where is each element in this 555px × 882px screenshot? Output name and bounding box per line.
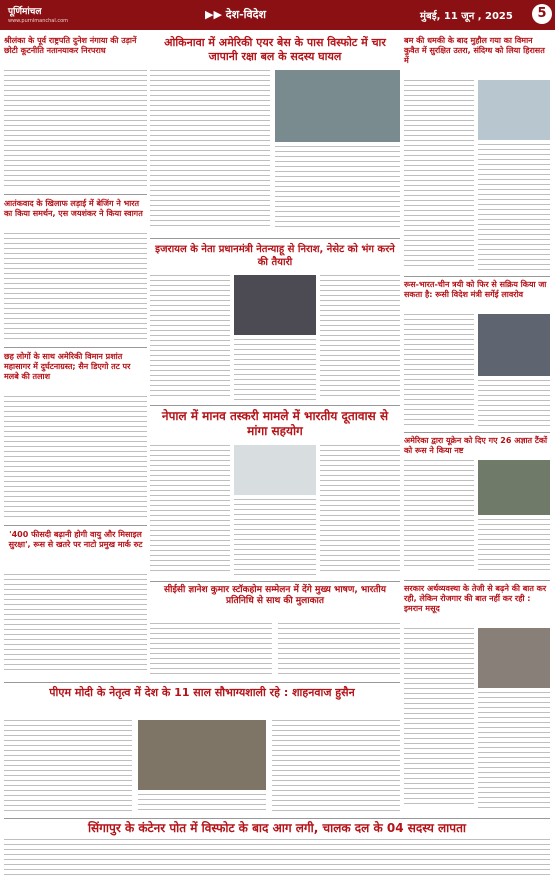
pm-headline: पीएम मोदी के नेतृत्व में देश के 11 साल सौभाग्यशाली रहे : शाहनवाज हुसैन: [49, 686, 355, 699]
masthead-website: www.purnimanchal.com: [8, 18, 69, 24]
body-text: [272, 720, 400, 812]
divider: [404, 432, 550, 433]
bottom-headline: सिंगापुर के कंटेनर पोत में विस्फोट के बाद आग लगी, चालक दल के 04 सदस्य लापता: [87, 821, 467, 835]
divider: [150, 581, 400, 582]
nepal-story: [150, 409, 400, 579]
mid-main-headline: इजरायल के नेता प्रधानमंत्री नेतन्याहू से निराश, नेसेट को भंग करने की तैयारी: [155, 244, 395, 268]
right-bottom-headline: सरकार अर्थव्यवस्था के तेजी से बढ़ने की बात कर रही, लेकिन रोजगार की बात नहीं कर रही : इमरान मसूद: [404, 584, 547, 613]
news-photo: [234, 275, 316, 335]
body-text: [478, 144, 550, 270]
divider: [4, 194, 147, 195]
right-low-headline: अमेरिका द्वारा यूक्रेन को दिए गए 26 अज्ञात टैंकों को रूस ने किया नष्ट: [404, 436, 548, 455]
body-text: [150, 445, 230, 575]
double-arrow-icon: ▶▶: [205, 8, 222, 21]
section-label: देश-विदेश: [225, 8, 266, 21]
body-text: [4, 574, 147, 674]
pm-story: [4, 686, 400, 816]
right-mid-headline: रूस-भारत-चीन त्रयी को फिर से सक्रिय किया जा सकता है: रूसी विदेश मंत्री सर्गेई लावरोव: [404, 280, 547, 299]
body-text: [404, 80, 474, 270]
left-column: [4, 36, 147, 676]
body-text: [234, 499, 316, 575]
right-bottom-story: [404, 584, 550, 814]
masthead: [0, 0, 555, 30]
left-headline-4: '400 फीसदी बढ़ानी होगी वायु और मिसाइल सुरक्षा', रूस से खतरे पर नाटो प्रमुख मार्क रुट: [8, 530, 143, 549]
body-text: [234, 339, 316, 400]
right-top-story: [404, 36, 550, 274]
top-main-headline: ओकिनावा में अमेरिकी एयर बेस के पास विस्फोट में चार जापानी रक्षा बल के सदस्य घायल: [164, 36, 386, 63]
body-text: [150, 623, 272, 678]
body-text: [275, 146, 400, 230]
right-mid-story: [404, 280, 550, 430]
body-text: [4, 720, 132, 812]
mid-main-story: [150, 243, 400, 403]
left-headline-3: छह लोगों के साथ अमेरिकी विमान प्रशांत महासागर में दुर्घटनाग्रस्त; सैन डिएगो तट पर मलबे की तलाश: [4, 352, 131, 381]
divider: [4, 347, 147, 348]
body-text: [404, 460, 474, 570]
bottom-story: [4, 821, 550, 879]
news-photo: [275, 70, 400, 142]
date-line: मुंबई, 11 जून , 2025: [420, 11, 513, 22]
right-low-story: [404, 436, 550, 576]
divider: [4, 682, 400, 683]
page-number: 5: [532, 4, 552, 24]
divider: [150, 405, 400, 406]
body-text: [4, 396, 147, 521]
body-text: [4, 233, 147, 343]
body-text: [320, 275, 400, 400]
cec-headline: सीईसी ज्ञानेश कुमार स्टॉकहोम सम्मेलन में देंगे मुख्य भाषण, भारतीय प्रतिनिधि से साथ की मुलाकात: [164, 585, 386, 606]
news-photo: [478, 628, 550, 688]
body-text: [320, 445, 400, 575]
divider: [4, 525, 147, 526]
body-text: [404, 628, 474, 808]
body-text: [150, 70, 270, 230]
left-headline-1: श्रीलंका के पूर्व राष्ट्रपति दुनेश नंगाया की उड़ानें छोटी कूटनीति नतानयाकर निरपराध: [4, 36, 137, 55]
news-photo: [478, 80, 550, 140]
body-text: [478, 380, 550, 426]
masthead-logo: पूर्णिमांचल: [8, 7, 42, 17]
cec-story: [150, 585, 400, 680]
body-text: [478, 519, 550, 570]
news-photo: [138, 720, 266, 790]
divider: [150, 238, 400, 239]
left-headline-2: आतंकवाद के खिलाफ लड़ाई में बेजिंग ने भारत का किया समर्थन, एस जयशंकर ने किया स्वागत: [4, 199, 143, 218]
body-text: [150, 275, 230, 400]
divider: [404, 276, 550, 277]
top-main-story: [150, 36, 400, 236]
news-photo: [478, 314, 550, 376]
body-text: [404, 314, 474, 426]
body-text: [278, 623, 400, 678]
body-text: [478, 692, 550, 808]
divider: [404, 580, 550, 581]
news-photo: [234, 445, 316, 495]
body-text: [138, 794, 266, 812]
section-title: [205, 7, 266, 22]
news-photo: [478, 460, 550, 515]
right-top-headline: बम की धमकी के बाद मुहौल गया का विमान कुवैत में सुरक्षित उतरा, संदिग्ध को लिया हिरासत में: [404, 36, 545, 65]
nepal-headline: नेपाल में मानव तस्करी मामले में भारतीय दूतावास से मांगा सहयोग: [161, 409, 389, 438]
body-text: [4, 839, 550, 877]
divider: [4, 818, 550, 819]
body-text: [4, 70, 147, 190]
